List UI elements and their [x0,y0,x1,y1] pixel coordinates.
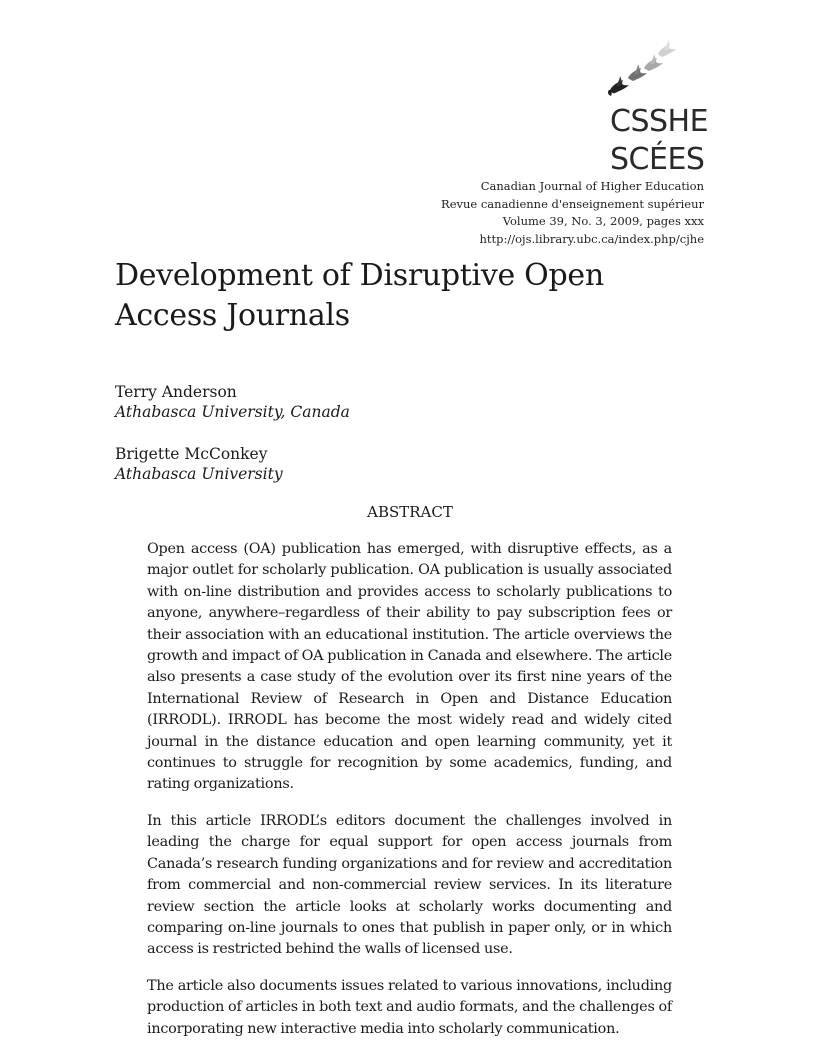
author-affiliation: Athabasca University, Canada [115,402,350,421]
author-block [115,383,350,422]
article-title: Development of Disruptive Open Access Journals [115,258,604,333]
abstract-body [147,539,672,1055]
author-name: Terry Anderson [115,383,237,401]
journal-name-fr: Revue canadienne d'enseignement supérieur [441,196,704,211]
journal-name-en: Canadian Journal of Higher Education [480,179,704,193]
csshe-logo [610,103,708,179]
abstract-paragraph: In this article IRRODL’s editors document the challenges involved in leading the charge for equal support for open access journals from Canada’s research funding organizations and for review and accreditation from commercial and non-commercial review services. In its literature review section the article looks at scholarly works documenting and comparing on-line journals to ones that publish in paper only, or in which access is restricted behind the walls of licensed use. [147,812,672,958]
flying-birds-icon [606,40,682,98]
logo-line-1: CSSHE [610,104,709,139]
journal-volume: Volume 39, No. 3, 2009, pages xxx [502,214,704,228]
author-affiliation: Athabasca University [115,464,283,483]
author-block [115,445,283,484]
logo-line-2: SCÉES [610,142,705,177]
abstract-paragraph: Open access (OA) publication has emerged, with disruptive effects, as a major outlet for scholarly publication. OA publication is usually associated with on-line distribution and provides access to scholarly publications to anyone, anywhere–regardless of their ability to pay subscription fees or their association with an educational institution. The article overviews the growth and impact of OA publication in Canada and elsewhere. The article also presents a case study of the evolution over its first nine years of the International Review of Research in Open and Distance Education (IRRODL). IRRODL has become the most widely read and widely cited journal in the distance education and open learning community, yet it continues to struggle for recognition by some academics, funding, and rating organizations. [147,541,672,793]
abstract-paragraph: The article also documents issues related to various innovations, including production of articles in both text and audio formats, and the challenges of incorporating new interactive media into scholarly communication. [147,977,672,1037]
journal-info [441,178,704,248]
abstract-heading: ABSTRACT [367,503,453,521]
author-name: Brigette McConkey [115,445,268,463]
journal-url[interactable]: http://ojs.library.ubc.ca/index.php/cjhe [479,231,704,246]
